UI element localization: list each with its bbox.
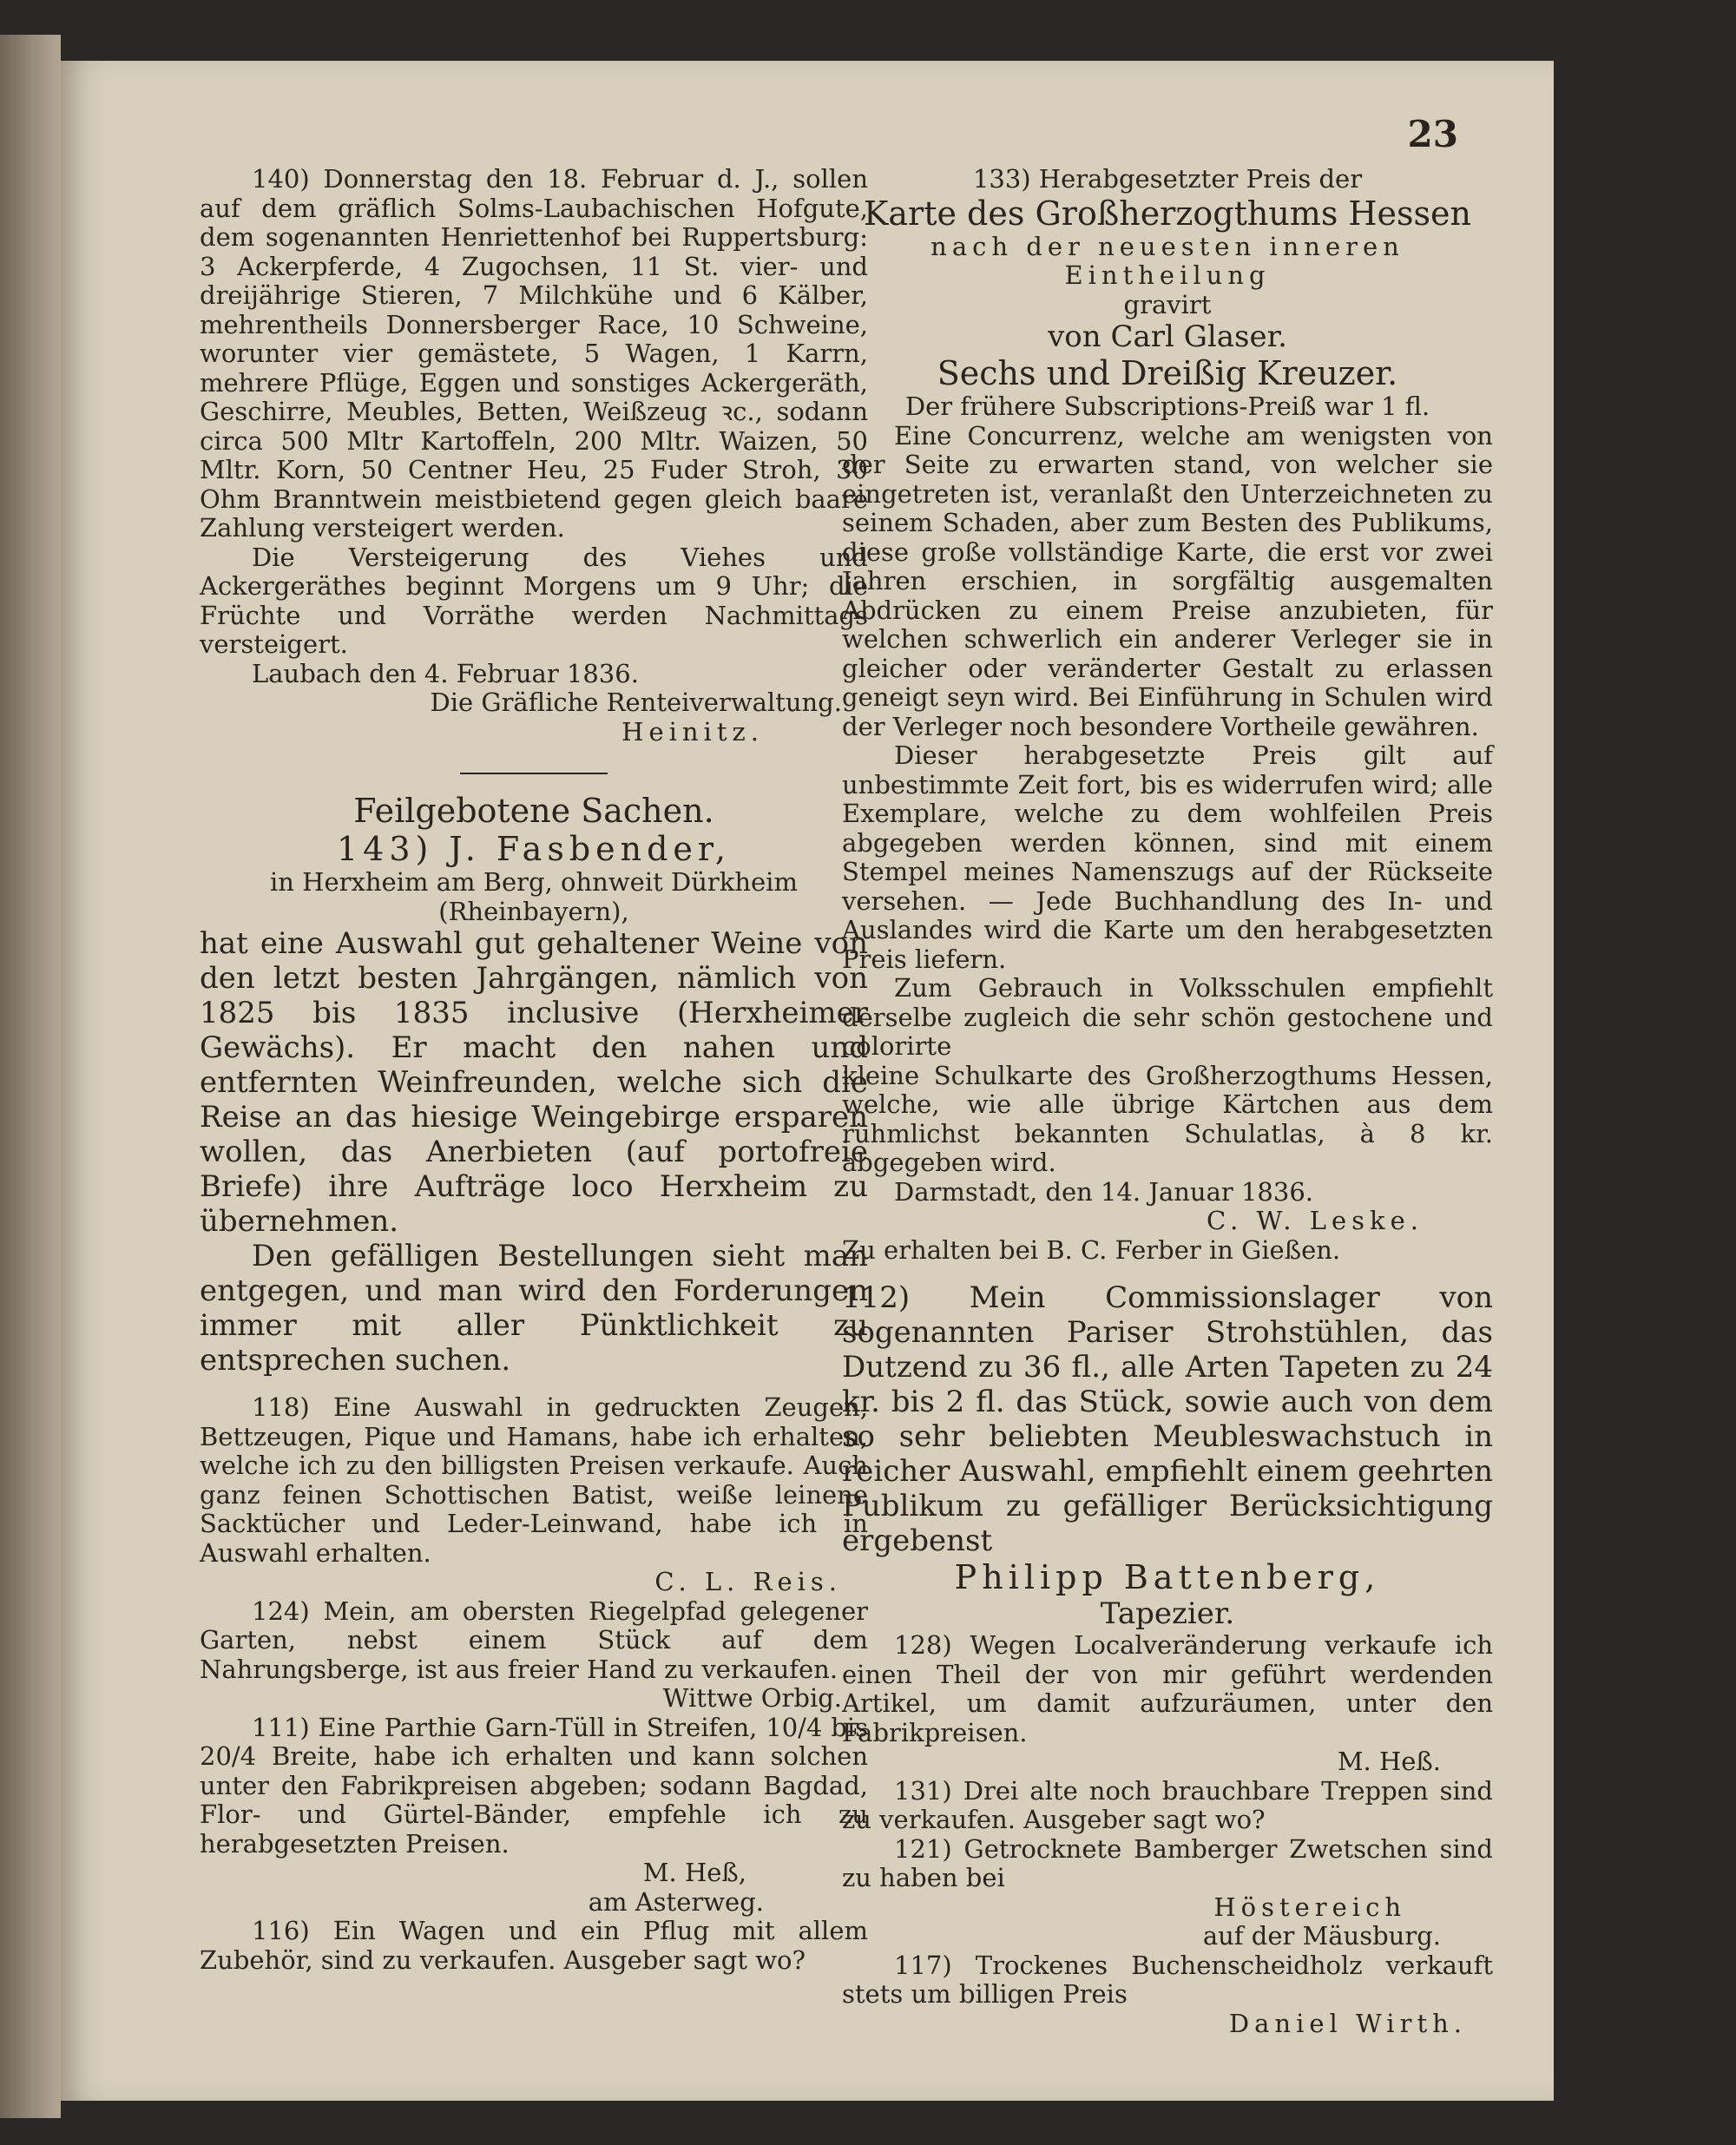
notice-143-head: 143) J. Fasbender, xyxy=(337,830,731,868)
section-title: Feilgebotene Sachen. xyxy=(353,792,714,830)
notice-133-text2: Dieser herabgesetzte Preis gilt auf unbestimmte Zeit fort, bis es widerrufen wird; alle Exemplare, welche zu dem wohlfeilen Preis abgegeben werden können, sind mit einem Stempel meines Namenszugs auf der Rückseite versehen. — Jede Buchhandlung des In- und Auslandes wird die Karte um den herabgesetzten Preis liefern. xyxy=(842,740,1493,974)
notice-128 xyxy=(842,1631,1493,1777)
notice-128-text: 128) Wegen Localveränderung verkaufe ich einen Theil der von mir geführt werdenden Artikel, um damit aufzuräumen, unter den Fabrikpreisen. xyxy=(842,1630,1493,1747)
notice-117-text: 117) Trockenes Buchenscheidholz verkauft stets um billigen Preis xyxy=(842,1950,1493,2009)
map-price: Sechs und Dreißig Kreuzer. xyxy=(937,354,1398,392)
notice-143 xyxy=(200,830,868,1378)
notice-117-name: Daniel Wirth. xyxy=(1228,2008,1467,2038)
notice-124 xyxy=(200,1597,868,1714)
notice-121-text: 121) Getrocknete Bamberger Zwetschen sind zu haben bei xyxy=(842,1833,1493,1892)
map-subtitle: nach der neuesten inneren Eintheilung xyxy=(930,231,1404,290)
notice-143-region: (Rheinbayern), xyxy=(438,896,629,926)
facing-page-edge xyxy=(0,35,61,2118)
notice-133-text: Eine Concurrenz, welche am wenigsten von der Seite zu erwarten stand, von welcher sie eingetreten ist, veranlaßt den Unterzeichneten zu seinem Schaden, aber zum Besten des Publikums, diese große vollständige Karte, die erst vor zwei Jahren erschien, in sorgfältig ausgemalten Abdrücken zu einem Preise anzubieten, für welchen schwerlich ein anderer Verleger sie in gleicher oder veränderter Gestalt zu erlassen geneigt seyn wird. Bei Einführung in Schulen wird der Verleger noch besondere Vortheile gewähren. xyxy=(842,420,1493,741)
map-engraved: gravirt xyxy=(1123,289,1212,319)
newspaper-page xyxy=(61,61,1554,2101)
notice-133-text3: Zum Gebrauch in Volksschulen empfiehlt derselbe zugleich die sehr schön gestochene und colorirte xyxy=(842,973,1493,1061)
map-earlier-price: Der frühere Subscriptions-Preiß war 1 fl. xyxy=(904,391,1430,421)
notice-133-head: 133) Herabgesetzter Preis der xyxy=(972,164,1363,194)
notice-112 xyxy=(842,1280,1493,1631)
notice-143-location: in Herxheim am Berg, ohnweit Dürkheim xyxy=(270,867,798,897)
map-author: von Carl Glaser. xyxy=(1048,319,1287,354)
notice-140-text: 140) Donnerstag den 18. Februar d. J., sollen auf dem gräflich Solms-Laubachischen Hofgute, dem sogenannten Henriettenhof bei Ruppertsburg: 3 Ackerpferde, 4 Zugochsen, 11 St. vier- und dreijährige Stieren, 7 Milchkühe und 6 Kälber, mehrentheils Donnersberger Race, 10 Schweine, worunter vier gemästete, 5 Wagen, 1 Karrn, mehrere Pflüge, Eggen und sonstiges Ackergeräth, Geschirre, Meubles, Betten, Weißzeug ꝛc., sodann circa 500 Mltr Kartoffeln, 200 Mltr. Waizen, 50 Mltr. Korn, 50 Centner Heu, 25 Fuder Stroh, 30 Ohm Branntwein meistbietend gegen gleich baare Zahlung versteigert werden. xyxy=(200,164,868,543)
notice-112-trade: Tapezier. xyxy=(1100,1596,1235,1631)
notice-128-name: M. Heß. xyxy=(1337,1747,1441,1776)
left-column xyxy=(200,165,868,1975)
notice-124-name: Wittwe Orbig. xyxy=(662,1683,842,1713)
notice-121-name: Höstereich xyxy=(1213,1892,1406,1922)
notice-112-name: Philipp Battenberg, xyxy=(954,1558,1381,1596)
page-number: 23 xyxy=(1407,113,1458,155)
notice-133-dealer: Zu erhalten bei B. C. Ferber in Gießen. xyxy=(842,1234,1341,1265)
notice-118-name: C. L. Reis. xyxy=(654,1567,842,1596)
notice-118 xyxy=(200,1393,868,1597)
notice-133-place: Darmstadt, den 14. Januar 1836. xyxy=(894,1176,1314,1207)
map-title: Karte des Großherzogthums Hessen xyxy=(864,194,1471,233)
notice-121-place: auf der Mäusburg. xyxy=(1202,1921,1441,1951)
notice-111-text: 111) Eine Parthie Garn-Tüll in Streifen, 10/4 bis 20/4 Breite, habe ich erhalten und kann solchen unter den Fabrikpreisen abgeben; sodann Bagdad, Flor- und Gürtel-Bänder, empfehle ich zu herabgesetzten Preisen. xyxy=(200,1712,868,1859)
notice-133-text4: kleine Schulkarte des Großherzogthums Hessen, welche, wie alle übrige Kärtchen aus dem rühmlichst bekannten Schulatlas, à 8 kr. abgegeben wird. xyxy=(842,1060,1493,1177)
notice-143-text: hat eine Auswahl gut gehaltener Weine von den letzt besten Jahrgängen, nämlich von 1825 bis 1835 inclusive (Herxheimer Gewächs). Er macht den nahen und entfernten Weinfreunden, welche sich die Reise an das hiesige Weingebirge ersparen wollen, das Anerbieten (auf portofreie Briefe) ihre Aufträge loco Herxheim zu übernehmen. xyxy=(200,926,868,1239)
notice-111 xyxy=(200,1714,868,1918)
notice-121 xyxy=(842,1835,1493,1951)
right-column xyxy=(842,165,1493,2038)
notice-131 xyxy=(842,1777,1493,1835)
section-divider xyxy=(460,773,608,774)
notice-140-office: Die Gräfliche Renteiverwaltung. xyxy=(430,688,842,717)
notice-112-text: 112) Mein Commissionslager von sogenannten Pariser Strohstühlen, das Dutzend zu 36 fl., alle Arten Tapeten zu 24 kr. bis 2 fl. das Stück, sowie auch von dem so sehr beliebten Meubleswachstuch in reicher Auswahl, empfiehlt einem geehrten Publikum zu gefälliger Berücksichtigung ergebenst xyxy=(842,1280,1493,1558)
notice-116-text: 116) Ein Wagen und ein Pflug mit allem Zubehör, sind zu verkaufen. Ausgeber sagt wo? xyxy=(200,1916,868,1975)
notice-143-text2: Den gefälligen Bestellungen sieht man entgegen, und man wird den Forderungen immer mit aller Pünktlichkeit zu entsprechen suchen. xyxy=(200,1239,868,1378)
notice-140 xyxy=(200,165,868,747)
notice-140-name: Heinitz. xyxy=(621,716,764,747)
notice-118-text: 118) Eine Auswahl in gedruckten Zeugen, Bettzeugen, Pique und Hamans, habe ich erhalten, welche ich zu den billigsten Preisen verkaufe. Auch ganz feinen Schottischen Batist, weiße leinene Sacktücher und Leder-Leinwand, habe ich in Auswahl erhalten. xyxy=(200,1392,868,1568)
notice-117 xyxy=(842,1951,1493,2039)
notice-140-place: Laubach den 4. Februar 1836. xyxy=(252,658,639,688)
notice-116 xyxy=(200,1917,868,1975)
notice-111-place: am Asterweg. xyxy=(588,1886,764,1917)
notice-124-text: 124) Mein, am obersten Riegelpfad gelegener Garten, nebst einem Stück auf dem Nahrungsberge, ist aus freier Hand zu verkaufen. xyxy=(200,1596,868,1684)
notice-133 xyxy=(842,165,1493,1265)
notice-111-name: M. Heß, xyxy=(642,1858,746,1887)
notice-140-text2: Die Versteigerung des Viehes und Ackergeräthes beginnt Morgens um 9 Uhr; die Früchte und Vorräthe werden Nachmittags versteigert. xyxy=(200,542,868,659)
notice-133-name: C. W. Leske. xyxy=(1206,1206,1424,1235)
notice-131-text: 131) Drei alte noch brauchbare Treppen sind zu verkaufen. Ausgeber sagt wo? xyxy=(842,1775,1493,1834)
